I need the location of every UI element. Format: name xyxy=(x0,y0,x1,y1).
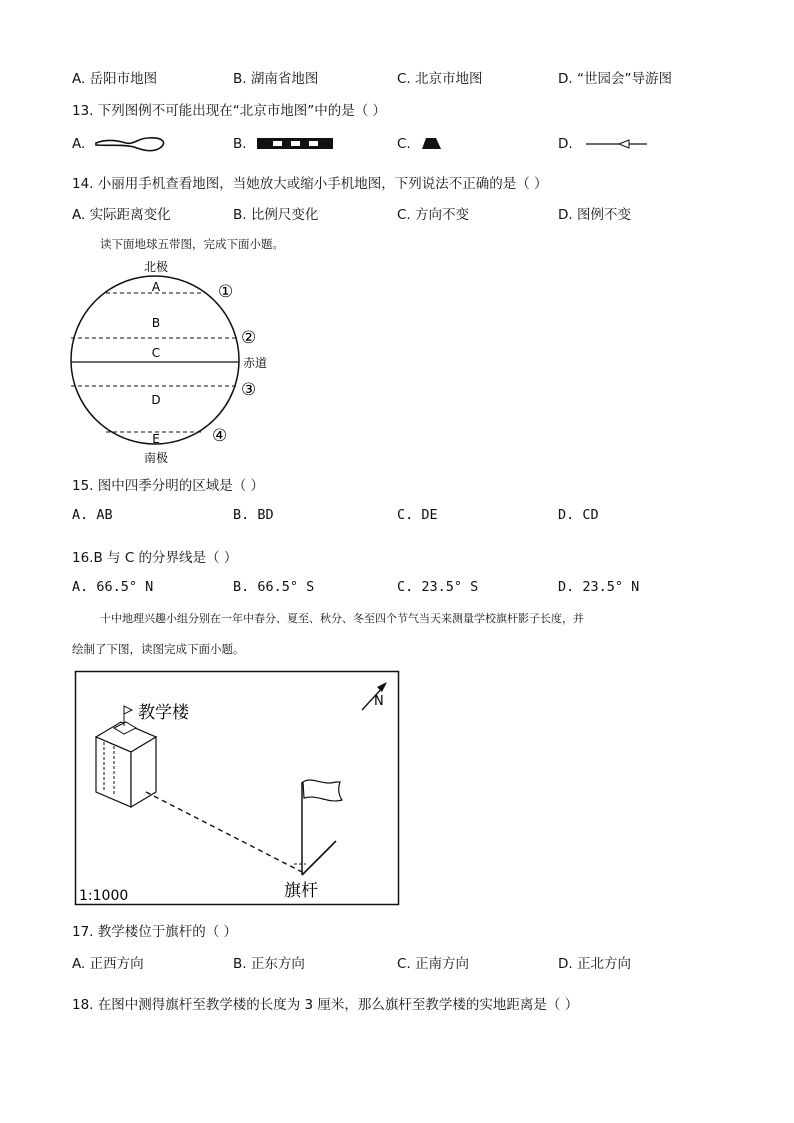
flagpole-label: 旗杆 xyxy=(284,881,318,901)
q15-option-b: B. BD xyxy=(233,507,274,523)
q16-option-a: A. 66.5° N xyxy=(72,579,154,595)
q17-option-c: C. 正南方向 xyxy=(397,956,470,972)
q14-option-a: A. 实际距离变化 xyxy=(72,207,171,223)
zone-a-label: A xyxy=(151,280,161,294)
marker-1: ① xyxy=(218,282,234,302)
q14-option-b: B. 比例尺变化 xyxy=(233,207,319,223)
arrow-symbol-icon xyxy=(585,137,649,151)
trapezoid-symbol-icon xyxy=(420,137,444,151)
zone-e-label: E xyxy=(152,432,160,446)
q15-option-c: C. DE xyxy=(397,507,438,523)
campus-map-diagram xyxy=(74,670,402,908)
q16-option-d: D. 23.5° N xyxy=(558,579,640,595)
q18-stem: 18. 在图中测得旗杆至教学楼的长度为 3 厘米，那么旗杆至教学楼的实地距离是（ ） xyxy=(72,997,579,1013)
building-label: 教学楼 xyxy=(138,703,189,723)
q16-stem: 16.B 与 C 的分界线是（ ） xyxy=(72,550,238,566)
q15-option-a: A. AB xyxy=(72,507,113,523)
q13-option-d: D. xyxy=(558,136,573,152)
north-pole-label: 北极 xyxy=(143,260,169,274)
q17-stem: 17. 教学楼位于旗杆的（ ） xyxy=(72,924,238,940)
railway-symbol-icon xyxy=(256,137,336,151)
zone-c-label: C xyxy=(151,346,161,360)
q15-option-d: D. CD xyxy=(558,507,599,523)
q13-option-a: A. xyxy=(72,136,86,152)
scale-label: 1:1000 xyxy=(79,888,129,904)
earth-five-zones-diagram xyxy=(60,255,280,470)
q12-option-d: D. “世园会”导游图 xyxy=(558,71,672,87)
q12-option-b: B. 湖南省地图 xyxy=(233,71,319,87)
north-arrow-label: N xyxy=(374,694,384,709)
q17-option-a: A. 正西方向 xyxy=(72,956,144,972)
q17-option-b: B. 正东方向 xyxy=(233,956,305,972)
q12-option-a: A. 岳阳市地图 xyxy=(72,71,158,87)
q16-option-c: C. 23.5° S xyxy=(397,579,479,595)
q14-stem: 14. 小丽用手机查看地图，当她放大或缩小手机地图，下列说法不正确的是（ ） xyxy=(72,176,548,192)
q16-option-b: B. 66.5° S xyxy=(233,579,315,595)
equator-label: 赤道 xyxy=(243,356,268,370)
q13-stem: 13. 下列图例不可能出现在“北京市地图”中的是（ ） xyxy=(72,103,387,119)
zone-b-label: B xyxy=(151,316,161,330)
zone-d-label: D xyxy=(151,393,161,407)
q14-option-c: C. 方向不变 xyxy=(397,207,470,223)
intro-flagpole-line-1: 十中地理兴趣小组分别在一年中春分、夏至、秋分、冬至四个节气当天来测量学校旗杆影子长度，并 xyxy=(100,612,584,625)
intro-five-zones: 读下面地球五带图，完成下面小题。 xyxy=(100,237,284,251)
intro-flagpole-line-2: 绘制了下图，读图完成下面小题。 xyxy=(72,642,245,656)
marker-4: ④ xyxy=(212,426,228,446)
south-pole-label: 南极 xyxy=(143,451,169,465)
q12-option-c: C. 北京市地图 xyxy=(397,71,483,87)
marker-2: ② xyxy=(241,328,257,348)
lake-symbol-icon xyxy=(94,134,174,154)
q17-option-d: D. 正北方向 xyxy=(558,956,631,972)
q13-option-b: B. xyxy=(233,136,247,152)
q15-stem: 15. 图中四季分明的区域是（ ） xyxy=(72,478,265,494)
q14-option-d: D. 图例不变 xyxy=(558,207,631,223)
marker-3: ③ xyxy=(241,380,257,400)
q13-option-c: C. xyxy=(397,136,411,152)
